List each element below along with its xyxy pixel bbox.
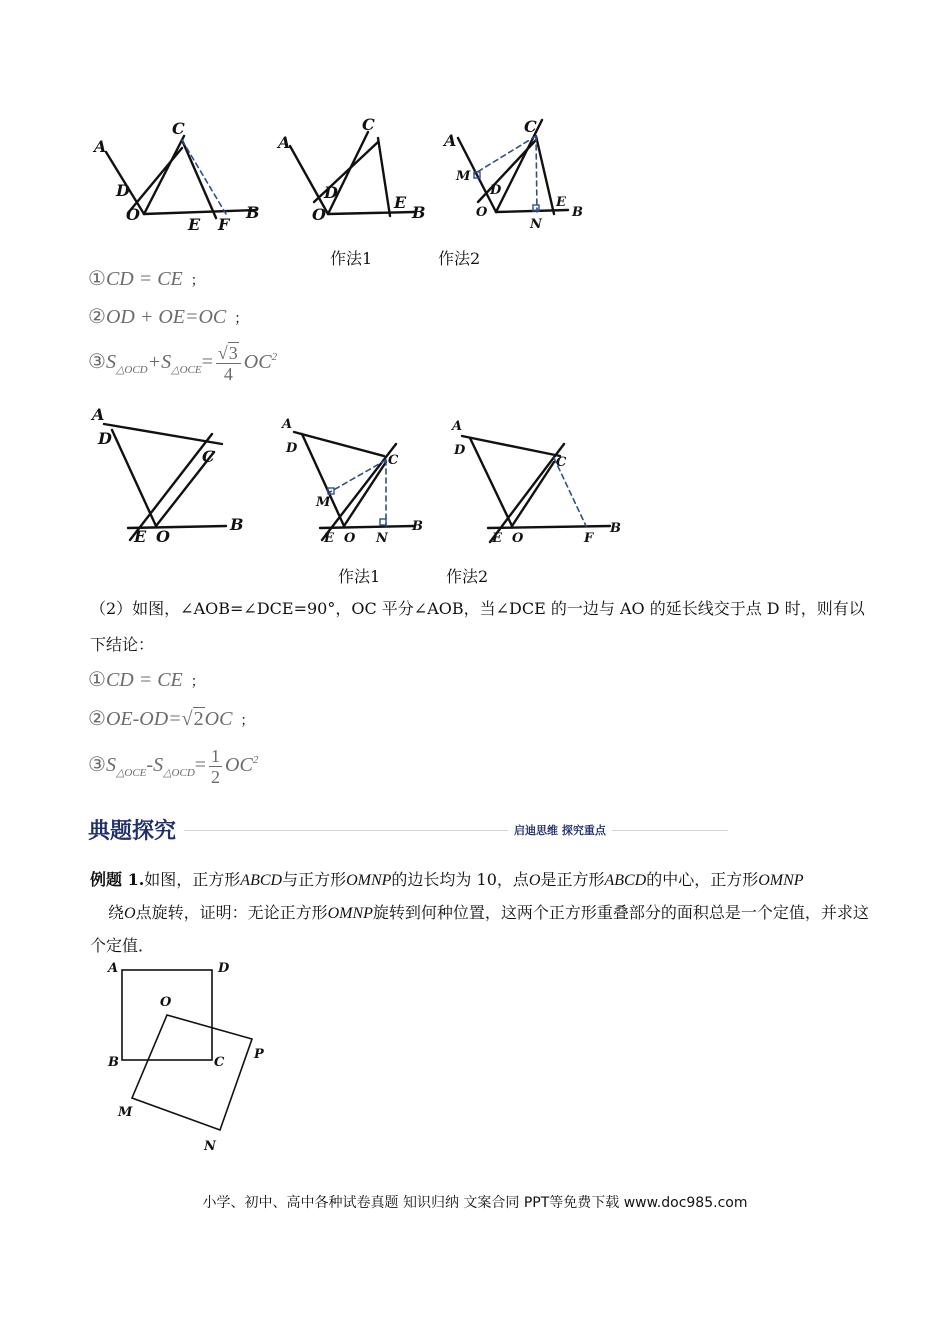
svg-text:B: B: [610, 521, 621, 536]
svg-text:E: E: [188, 215, 201, 234]
svg-text:B: B: [572, 205, 583, 220]
svg-text:D: D: [324, 183, 338, 202]
svg-text:B: B: [108, 1055, 119, 1070]
svg-text:B: B: [230, 515, 244, 534]
page-footer: 小学、初中、高中各种试卷真题 知识归纳 文案合同 PPT等免费下载 www.doc985.com: [202, 1195, 748, 1211]
svg-text:C: C: [172, 119, 185, 138]
svg-text:O: O: [126, 205, 140, 224]
svg-text:O: O: [344, 531, 356, 546]
svg-text:C: C: [202, 447, 215, 466]
svg-text:O: O: [512, 531, 524, 546]
figure-4-angle-construction: [90, 406, 250, 546]
svg-text:P: P: [254, 1047, 264, 1062]
conclusion-2-3: $③S_{\triangle OCE}-S_{\triangle OCD}=$ $\frac{1}{2}$ $OC^2$: [88, 746, 259, 787]
svg-text:C: C: [362, 115, 375, 134]
svg-text:M: M: [456, 169, 471, 184]
svg-text:B: B: [412, 519, 423, 534]
svg-text:A: A: [282, 417, 293, 432]
svg-text:C: C: [214, 1055, 225, 1070]
svg-text:O: O: [156, 527, 170, 546]
svg-text:C: C: [524, 117, 537, 136]
conclusion-2-1: ①CD = CE ；: [88, 669, 205, 691]
svg-text:E: E: [394, 193, 407, 212]
figure-1-angle-construction: [90, 118, 270, 234]
svg-text:A: A: [108, 961, 119, 976]
svg-text:M: M: [118, 1105, 133, 1120]
svg-text:D: D: [218, 961, 230, 976]
svg-text:N: N: [530, 217, 542, 232]
svg-text:E: E: [324, 531, 334, 546]
figure-2-angle-construction: [276, 116, 436, 232]
svg-text:A: A: [94, 137, 107, 156]
svg-text:D: D: [286, 441, 298, 456]
caption-method-2: 作法2: [438, 249, 481, 268]
part2-line2: 下结论：: [90, 635, 155, 654]
svg-text:A: A: [92, 405, 105, 424]
conclusion-1-1: ①CD = CE ；: [88, 268, 205, 290]
section-title: 典题探究: [88, 819, 177, 844]
figure-3-angle-construction: [440, 116, 590, 232]
caption-method-1: 作法1: [330, 249, 373, 268]
svg-text:D: D: [116, 181, 130, 200]
svg-text:M: M: [316, 495, 331, 510]
svg-text:D: D: [454, 443, 466, 458]
figure-6-angle-construction: [450, 414, 630, 554]
svg-text:A: A: [444, 131, 457, 150]
svg-text:D: D: [98, 429, 112, 448]
svg-text:A: A: [278, 133, 291, 152]
conclusion-2-2: ②OE-OD=√2OC ；: [88, 708, 255, 730]
conclusion-1-3: $③S_{\triangle OCD}+S_{\triangle OCE}=$ $\frac{√3}{4}$ $OC^2$: [88, 343, 278, 384]
caption-method-1b: 作法1: [338, 567, 381, 586]
example-1-squares-figure: [104, 958, 274, 1158]
example-1-text: 例题 1.如图，正方形ABCD与正方形OMNP的边长均为 10，点O是正方形ABCD的中心，正方形OMNP 绕O点旋转，证明：无论正方形OMNP旋转到何种位置，这两个正方形重叠部分的面积总是一个定值，并求这个定值．: [90, 870, 869, 955]
svg-text:F: F: [218, 215, 230, 234]
svg-text:O: O: [476, 205, 488, 220]
svg-text:B: B: [246, 203, 260, 222]
conclusion-1-2: ②OD + OE=OC ；: [88, 306, 249, 328]
svg-text:O: O: [160, 995, 172, 1010]
svg-text:C: C: [556, 455, 567, 470]
svg-text:F: F: [584, 531, 594, 546]
section-divider: [184, 830, 728, 831]
section-subtitle: 启迪思维 探究重点: [508, 822, 612, 838]
part2-line1: （2）如图，∠AOB=∠DCE=90°，OC 平分∠AOB，当∠DCE 的一边与 AO 的延长线交于点 D 时，则有以: [90, 599, 865, 618]
section-header: [88, 814, 728, 846]
svg-text:B: B: [412, 203, 426, 222]
svg-text:E: E: [556, 195, 566, 210]
svg-text:N: N: [376, 531, 388, 546]
svg-text:D: D: [490, 183, 502, 198]
figure-5-angle-construction: [282, 414, 432, 554]
svg-text:E: E: [134, 527, 147, 546]
svg-text:C: C: [388, 453, 399, 468]
caption-method-2b: 作法2: [446, 567, 489, 586]
svg-text:O: O: [312, 205, 326, 224]
svg-text:E: E: [492, 531, 502, 546]
svg-text:N: N: [204, 1139, 216, 1154]
svg-text:A: A: [452, 419, 463, 434]
